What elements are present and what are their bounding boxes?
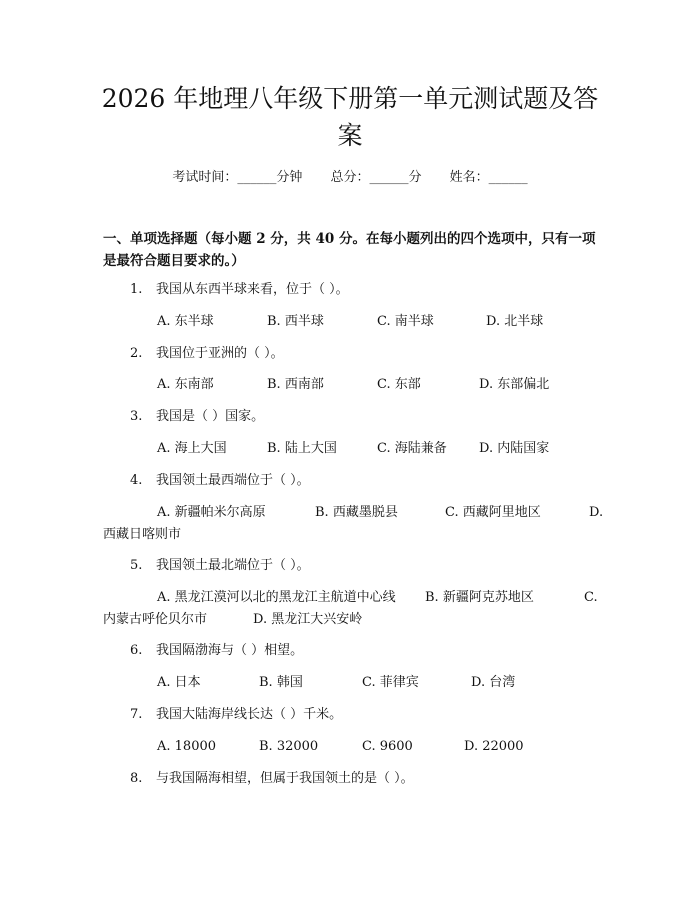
option-d: D. 22000 bbox=[464, 739, 524, 754]
question-text: 我国领土最北端位于（ ）。 bbox=[156, 558, 310, 573]
option-b: B. 32000 bbox=[259, 739, 319, 754]
option-b: B. 西半球 bbox=[267, 314, 324, 329]
option-d: D. bbox=[589, 505, 604, 520]
question-5-wrap-line bbox=[103, 610, 503, 630]
question-number: 3. bbox=[130, 409, 143, 424]
question-text: 我国隔渤海与（ ）相望。 bbox=[156, 643, 304, 658]
title-line-1: 2026 年地理八年级下册第一单元测试题及答 bbox=[101, 84, 599, 113]
document-title bbox=[0, 80, 700, 154]
option-a: A. 东半球 bbox=[157, 314, 214, 329]
section-heading-line-2: 是最符合题目要求的。） bbox=[103, 253, 245, 269]
title-line-2: 案 bbox=[337, 121, 363, 150]
option-a: A. 黑龙江漠河以北的黑龙江主航道中心线 bbox=[157, 590, 396, 605]
question-4-option-d-text: 西藏日喀则市 bbox=[103, 527, 182, 542]
option-d: D. 东部偏北 bbox=[479, 377, 550, 392]
question-text: 我国大陆海岸线长达（ ）千米。 bbox=[156, 707, 343, 722]
question-6 bbox=[130, 641, 303, 661]
question-text: 我国领土最西端位于（ ）。 bbox=[156, 473, 310, 488]
question-3-options bbox=[157, 439, 607, 459]
student-name: 姓名：______ bbox=[449, 170, 528, 185]
section-heading bbox=[103, 228, 603, 272]
option-b: B. 西南部 bbox=[267, 377, 324, 392]
question-number: 7. bbox=[130, 707, 143, 722]
option-c: C. 9600 bbox=[362, 739, 413, 754]
option-c-text: 内蒙古呼伦贝尔市 bbox=[103, 612, 208, 627]
option-b: B. 新疆阿克苏地区 bbox=[425, 590, 534, 605]
option-c: C. bbox=[584, 590, 598, 605]
option-c: C. 海陆兼备 bbox=[377, 441, 447, 456]
question-3 bbox=[130, 407, 264, 427]
option-a: A. 新疆帕米尔高原 bbox=[157, 505, 266, 520]
option-a: A. 18000 bbox=[157, 739, 217, 754]
option-c: C. 西藏阿里地区 bbox=[445, 505, 541, 520]
option-a: A. 东南部 bbox=[157, 377, 214, 392]
question-number: 4. bbox=[130, 473, 143, 488]
question-2 bbox=[130, 344, 284, 364]
option-b: B. 西藏墨脱县 bbox=[315, 505, 398, 520]
option-d: D. 北半球 bbox=[486, 314, 544, 329]
option-b: B. 陆上大国 bbox=[267, 441, 337, 456]
question-4-options bbox=[157, 503, 607, 523]
question-text: 我国是（ ）国家。 bbox=[156, 409, 265, 424]
question-5 bbox=[130, 556, 310, 576]
exam-total-score: 总分：______分 bbox=[330, 170, 422, 185]
question-1-options bbox=[157, 312, 607, 332]
option-a: A. 海上大国 bbox=[157, 441, 227, 456]
option-c: C. 南半球 bbox=[377, 314, 434, 329]
question-text: 我国从东西半球来看，位于（ ）。 bbox=[156, 282, 349, 297]
question-8 bbox=[130, 769, 414, 789]
option-d: D. 黑龙江大兴安岭 bbox=[253, 612, 363, 627]
option-d: D. 内陆国家 bbox=[479, 441, 550, 456]
exam-time: 考试时间：______分钟 bbox=[172, 170, 303, 185]
question-text: 与我国隔海相望，但属于我国领土的是（ ）。 bbox=[156, 771, 414, 786]
section-heading-line-1: 一、单项选择题（每小题 2 分，共 40 分。在每小题列出的四个选项中，只有一项 bbox=[103, 231, 596, 247]
question-number: 1. bbox=[130, 282, 143, 297]
option-c: C. 东部 bbox=[377, 377, 421, 392]
option-a: A. 日本 bbox=[157, 675, 201, 690]
question-number: 5. bbox=[130, 558, 143, 573]
question-6-options bbox=[157, 673, 607, 693]
question-number: 2. bbox=[130, 346, 143, 361]
option-d: D. 台湾 bbox=[471, 675, 516, 690]
question-7 bbox=[130, 705, 342, 725]
option-b: B. 韩国 bbox=[259, 675, 303, 690]
question-1 bbox=[130, 280, 349, 300]
question-number: 6. bbox=[130, 643, 143, 658]
question-5-options bbox=[157, 588, 607, 608]
question-2-options bbox=[157, 375, 607, 395]
question-4 bbox=[130, 471, 310, 491]
question-text: 我国位于亚洲的（ ）。 bbox=[156, 346, 284, 361]
question-number: 8. bbox=[130, 771, 143, 786]
exam-info bbox=[0, 168, 700, 188]
question-7-options bbox=[157, 737, 607, 757]
option-c: C. 菲律宾 bbox=[362, 675, 419, 690]
